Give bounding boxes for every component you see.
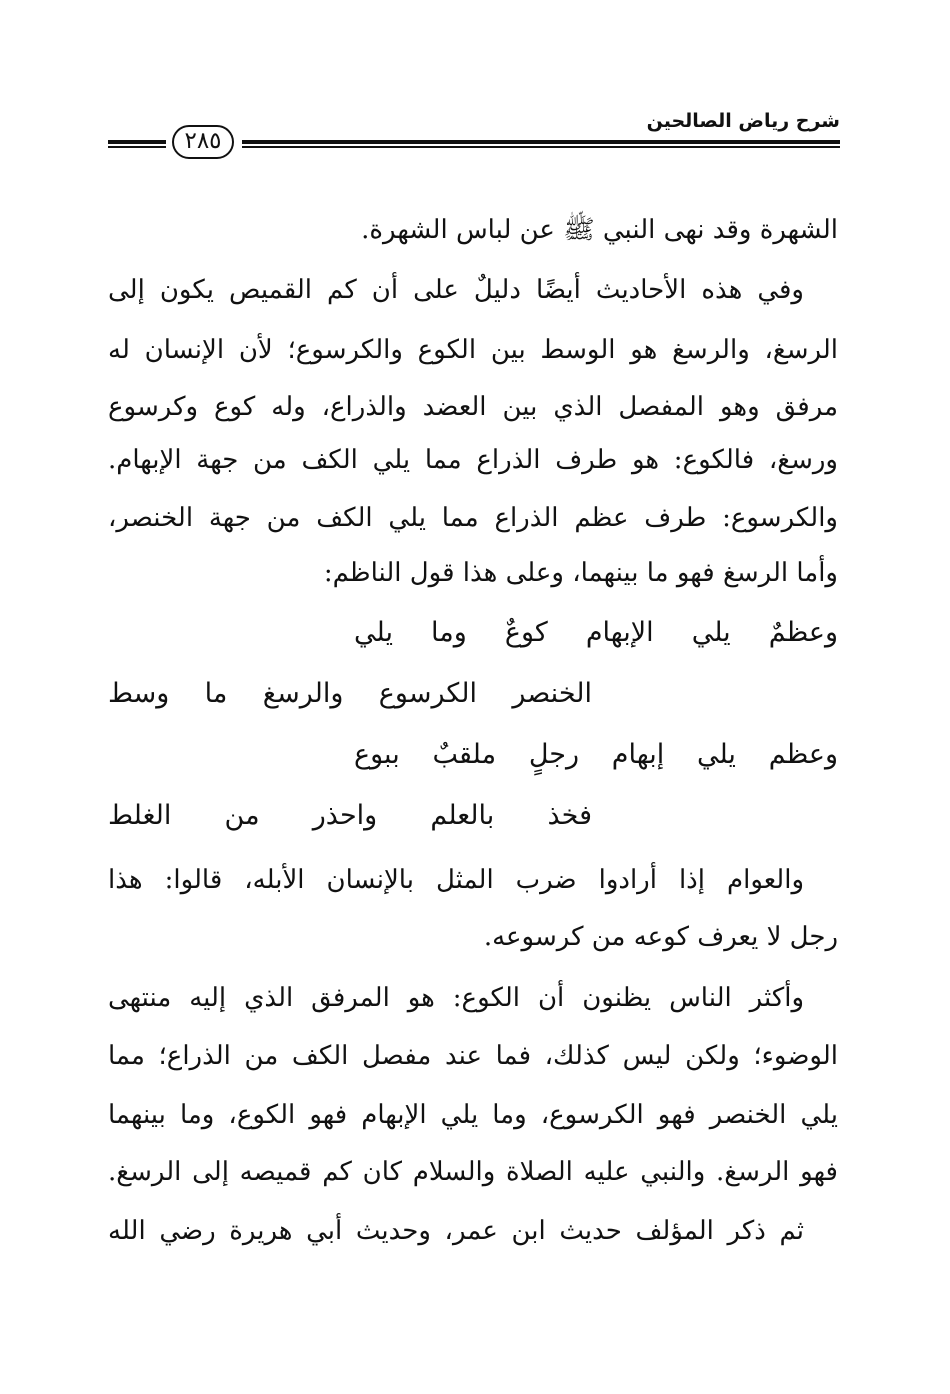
page-header [108,104,840,154]
text-line: الرسغ، والرسغ هو الوسط بين الكوع والكرسوع؛ لأن الإنسان له [108,335,838,365]
text-line: ورسغ، فالكوع: هو طرف الذراع مما يلي الكف من جهة الإبهام. [108,445,838,475]
poem-verse: وعظم يلي إبهام رجلٍ ملقبٌ ببوع [354,739,838,770]
text-line: وفي هذه الأحاديث أيضًا دليلٌ على أن كم القميص يكون إلى [108,275,804,305]
poem-verse: فخذ بالعلم واحذر من الغلط [108,800,592,831]
poem-verse: وعظمٌ يلي الإبهام كوعٌ وما يلي [354,617,838,648]
poem-verse: الخنصر الكرسوع والرسغ ما وسط [108,678,592,709]
text-line: ثم ذكر المؤلف حديث ابن عمر، وحديث أبي هريرة رضي الله [108,1216,804,1246]
text-line: والكرسوع: طرف عظم الذراع مما يلي الكف من جهة الخنصر، [108,503,838,533]
header-rule [242,140,840,149]
header-rule-short [108,140,166,149]
text-line: يلي الخنصر فهو الكرسوع، وما يلي الإبهام فهو الكوع، وما بينهما [108,1100,838,1130]
text-line: مرفق وهو المفصل الذي بين العضد والذراع، وله كوع وكرسوع [108,392,838,422]
text-line: الشهرة وقد نهى النبي ﷺ عن لباس الشهرة. [361,215,838,245]
text-line: والعوام إذا أرادوا ضرب المثل بالإنسان الأبله، قالوا: هذا [108,865,804,895]
page-number: ٢٨٥ [172,125,234,159]
running-title: شرح رياض الصالحين [646,110,840,132]
text-line: الوضوء؛ ولكن ليس كذلك، فما عند مفصل الكف من الذراع؛ مما [108,1041,838,1071]
text-line: وأكثر الناس يظنون أن الكوع: هو المرفق الذي إليه منتهى [108,983,804,1013]
text-line: فهو الرسغ. والنبي عليه الصلاة والسلام كان كم قميصه إلى الرسغ. [108,1157,838,1187]
text-line: وأما الرسغ فهو ما بينهما، وعلى هذا قول الناظم: [323,558,838,588]
text-line: رجل لا يعرف كوعه من كرسوعه. [483,922,838,952]
